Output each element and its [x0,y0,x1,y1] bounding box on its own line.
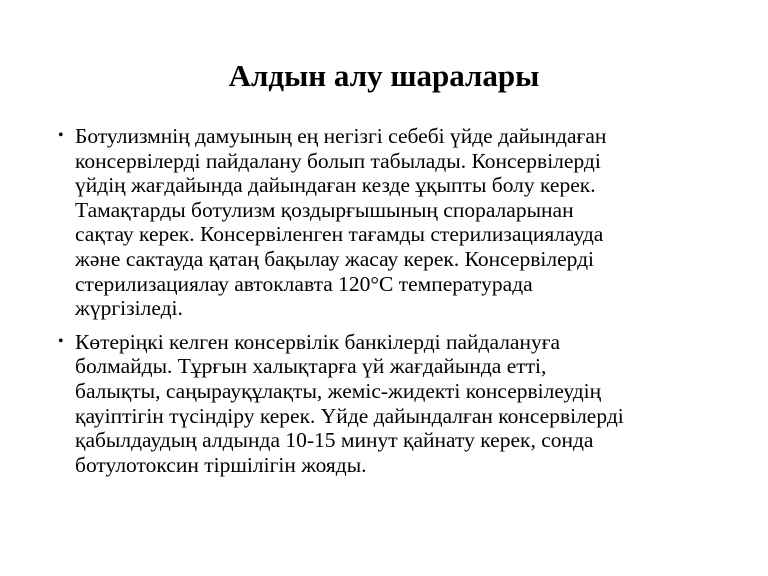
bullet-list [50,124,740,486]
bullet-item [50,124,740,321]
slide-title: Алдын алу шаралары [228,58,540,93]
bullet-text: Ботулизмнің дамуының ең негізгі себебі үйде дайындаған консервілерді пайдалану болып табылады. Консервілерді үйдің жағдайында дайындаған кезде ұқыпты болу керек. Тамақтарды ботулизм қоздырғышының спораларынан сақтау керек. Консервіленген тағамды стерилизациялауда және сактауда қатаң бақылау жасау керек. Консервілерді стерилизациялау автоклавта 120°С температурада жүргізіледі. [75,124,607,321]
bullet-icon: • [58,127,64,144]
bullet-text: Көтеріңкі келген консервілік банкілерді пайдалануға болмайды. Тұрғын халықтарға үй жағдайында етті, балықты, саңырауқұлақты, жеміс-жидекті консервілеудің қауіптігін түсіндіру керек. Үйде дайындалған консервілерді қабылдаудың алдында 10-15 минут қайнату керек, сонда ботулотоксин тіршілігін жояды. [75,329,624,477]
bullet-item [50,330,740,478]
bullet-icon: • [58,332,64,350]
